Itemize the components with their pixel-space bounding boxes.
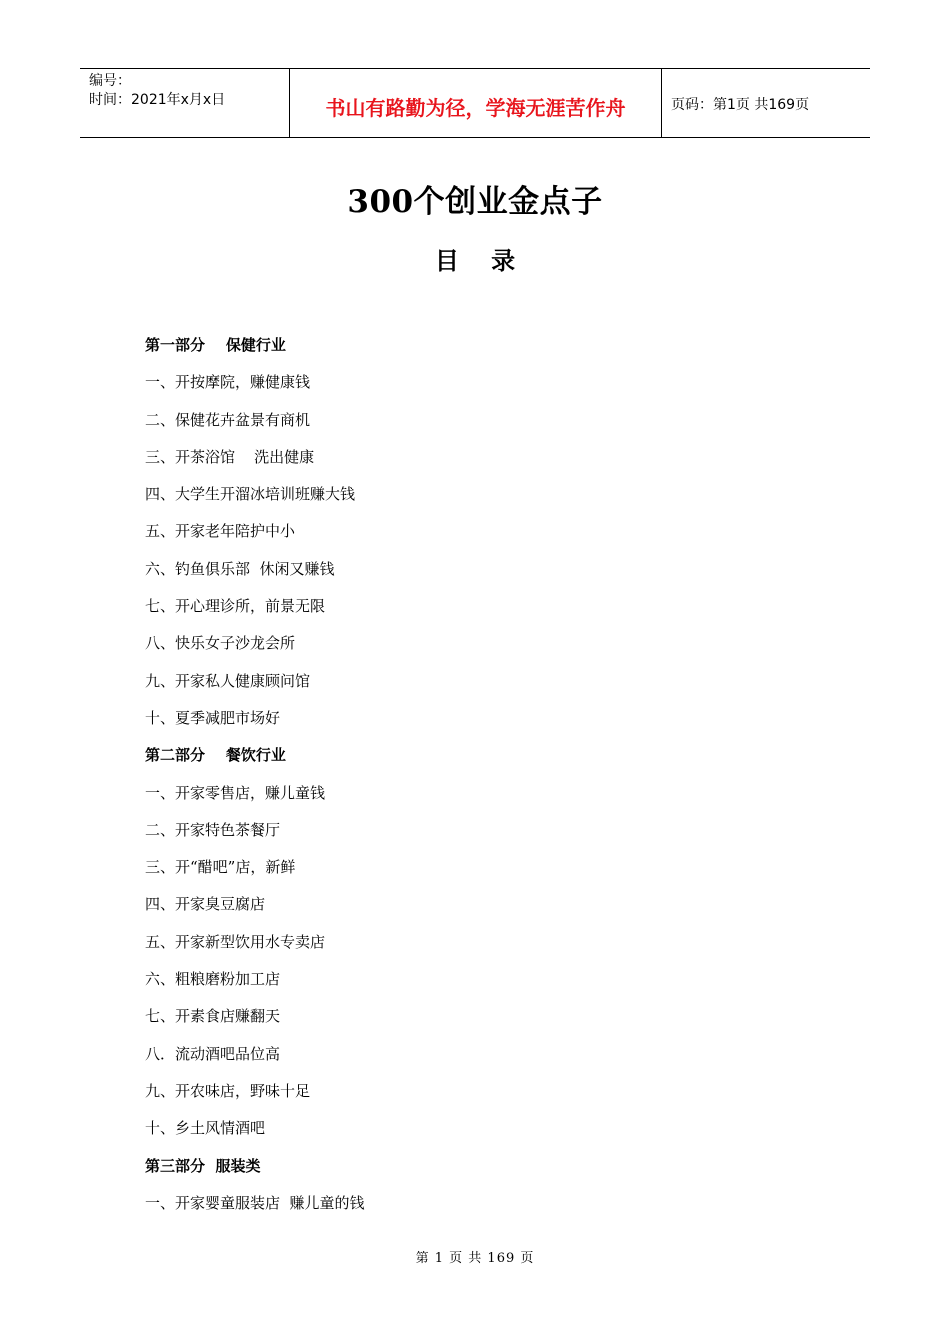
toc-entry: 一、开家婴童服装店 赚儿童的钱 bbox=[145, 1193, 365, 1212]
toc-entry: 七、开素食店赚翻天 bbox=[145, 1007, 281, 1026]
header-meta bbox=[80, 69, 290, 137]
header-motto: 书山有路勤为径，学海无涯苦作舟 bbox=[290, 69, 662, 137]
toc-entry: 六、粗粮磨粉加工店 bbox=[145, 970, 281, 989]
page-footer: 第 1 页 共 169 页 bbox=[415, 1251, 535, 1266]
toc-entry: 一、开按摩院，赚健康钱 bbox=[145, 373, 311, 392]
toc-entry: 五、开家老年陪护中小 bbox=[145, 522, 296, 541]
toc-entry: 四、开家臭豆腐店 bbox=[145, 895, 266, 914]
document-number-label: 编号： bbox=[89, 73, 131, 89]
header-page-info: 页码：第1页 共169页 bbox=[671, 97, 810, 113]
toc-heading: 目 录 bbox=[434, 246, 528, 275]
toc-section-heading: 第三部分 服装类 bbox=[145, 1156, 261, 1175]
table-of-contents bbox=[145, 334, 785, 1229]
toc-entry: 八、快乐女子沙龙会所 bbox=[145, 634, 296, 653]
toc-section-heading: 第二部分 餐饮行业 bbox=[145, 746, 286, 765]
toc-entry: 二、保健花卉盆景有商机 bbox=[145, 410, 311, 429]
toc-entry: 九、开农味店，野味十足 bbox=[145, 1081, 311, 1100]
page-header bbox=[80, 68, 870, 138]
toc-entry: 一、开家零售店，赚儿童钱 bbox=[145, 783, 326, 802]
toc-entry: 十、乡土风情酒吧 bbox=[145, 1119, 266, 1138]
toc-entry: 三、开茶浴馆 洗出健康 bbox=[145, 447, 315, 466]
toc-entry: 三、开“醋吧”店，新鲜 bbox=[145, 858, 296, 877]
document-title: 300个创业金点子 bbox=[347, 184, 603, 220]
toc-section-heading: 第一部分 保健行业 bbox=[145, 336, 286, 354]
toc-entry: 十、夏季减肥市场好 bbox=[145, 708, 281, 727]
document-date: 时间：2021年x月x日 bbox=[89, 92, 226, 108]
toc-entry: 九、开家私人健康顾问馆 bbox=[145, 671, 311, 690]
toc-entry: 二、开家特色茶餐厅 bbox=[145, 820, 281, 839]
toc-entry: 七、开心理诊所，前景无限 bbox=[145, 597, 326, 616]
toc-entry: 五、开家新型饮用水专卖店 bbox=[145, 932, 326, 951]
toc-entry: 四、大学生开溜冰培训班赚大钱 bbox=[145, 485, 356, 504]
toc-entry: 八．流动酒吧品位高 bbox=[145, 1044, 281, 1063]
toc-entry: 六、钓鱼俱乐部 休闲又赚钱 bbox=[145, 559, 335, 578]
